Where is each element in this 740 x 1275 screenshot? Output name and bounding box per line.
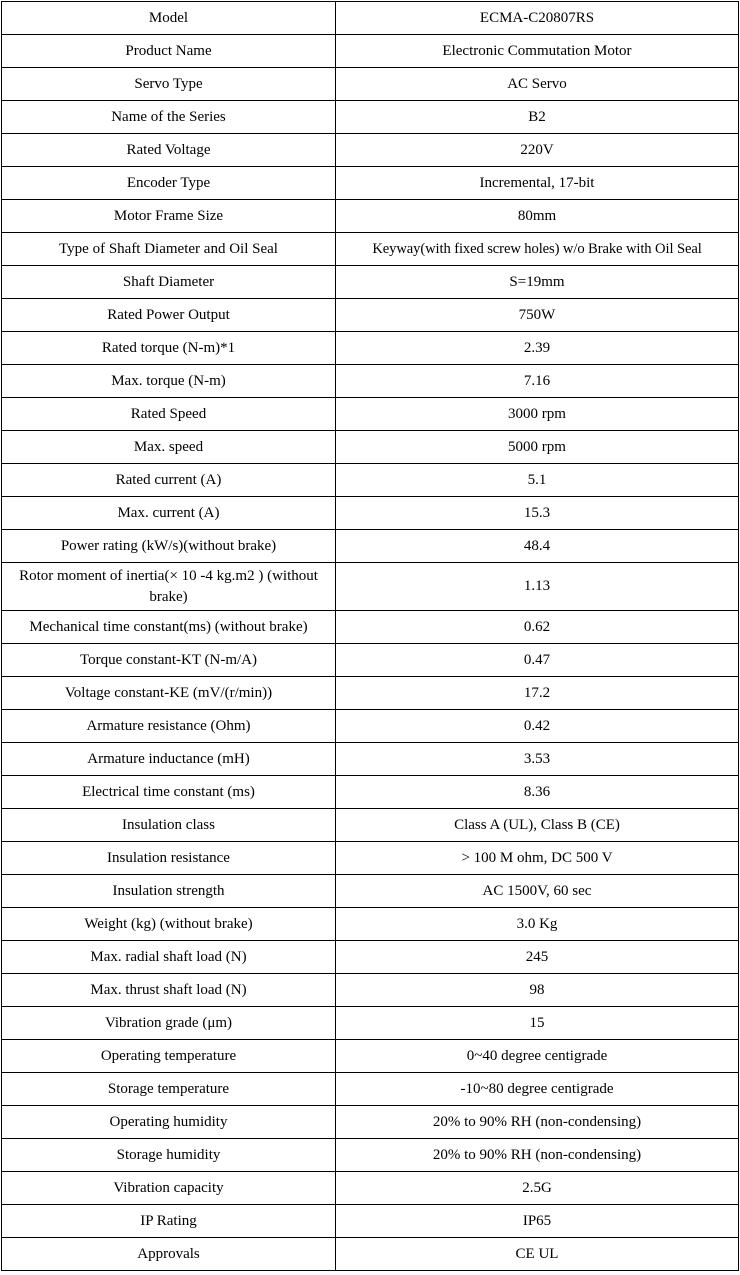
spec-value: 7.16: [336, 365, 739, 398]
spec-label: Max. torque (N-m): [2, 365, 336, 398]
spec-row: [2, 1007, 739, 1040]
spec-value: 48.4: [336, 530, 739, 563]
spec-label: Mechanical time constant(ms) (without brake): [2, 611, 336, 644]
spec-label: Motor Frame Size: [2, 200, 336, 233]
spec-label: Type of Shaft Diameter and Oil Seal: [2, 233, 336, 266]
spec-value: 3000 rpm: [336, 398, 739, 431]
spec-row: [2, 200, 739, 233]
spec-value: 3.0 Kg: [336, 908, 739, 941]
spec-row: [2, 2, 739, 35]
spec-row: [2, 743, 739, 776]
spec-value: 17.2: [336, 677, 739, 710]
spec-row: [2, 365, 739, 398]
spec-label: Max. thrust shaft load (N): [2, 974, 336, 1007]
spec-value: 0~40 degree centigrade: [336, 1040, 739, 1073]
spec-label: Rated current (A): [2, 464, 336, 497]
spec-label: Vibration capacity: [2, 1172, 336, 1205]
spec-value: 8.36: [336, 776, 739, 809]
spec-value: Incremental, 17-bit: [336, 167, 739, 200]
spec-label: Insulation class: [2, 809, 336, 842]
spec-row: [2, 134, 739, 167]
spec-label: Product Name: [2, 35, 336, 68]
spec-value: 15: [336, 1007, 739, 1040]
spec-value: AC Servo: [336, 68, 739, 101]
spec-label: Rated torque (N-m)*1: [2, 332, 336, 365]
spec-row: [2, 398, 739, 431]
spec-label: Rated Speed: [2, 398, 336, 431]
spec-label: Vibration grade (μm): [2, 1007, 336, 1040]
spec-label: Rated Power Output: [2, 299, 336, 332]
spec-label: Voltage constant-KE (mV/(r/min)): [2, 677, 336, 710]
spec-value: 20% to 90% RH (non-condensing): [336, 1106, 739, 1139]
spec-value: IP65: [336, 1205, 739, 1238]
spec-value: AC 1500V, 60 sec: [336, 875, 739, 908]
spec-label: Operating temperature: [2, 1040, 336, 1073]
spec-value: 80mm: [336, 200, 739, 233]
spec-row: [2, 35, 739, 68]
spec-label: Weight (kg) (without brake): [2, 908, 336, 941]
spec-value: 0.62: [336, 611, 739, 644]
spec-value: 98: [336, 974, 739, 1007]
spec-value: 15.3: [336, 497, 739, 530]
spec-value: Electronic Commutation Motor: [336, 35, 739, 68]
spec-label: Max. current (A): [2, 497, 336, 530]
spec-value: Class A (UL), Class B (CE): [336, 809, 739, 842]
spec-label: Operating humidity: [2, 1106, 336, 1139]
spec-value: 1.13: [336, 563, 739, 611]
spec-row: [2, 1073, 739, 1106]
spec-label: Insulation strength: [2, 875, 336, 908]
spec-row: [2, 431, 739, 464]
spec-row: [2, 233, 739, 266]
spec-row: [2, 1238, 739, 1271]
spec-row: [2, 908, 739, 941]
spec-label: Rated Voltage: [2, 134, 336, 167]
spec-row: [2, 266, 739, 299]
spec-value: ECMA-C20807RS: [336, 2, 739, 35]
spec-row: [2, 644, 739, 677]
spec-row: [2, 809, 739, 842]
spec-value: 2.5G: [336, 1172, 739, 1205]
spec-value: 5.1: [336, 464, 739, 497]
spec-value: 750W: [336, 299, 739, 332]
spec-label: Name of the Series: [2, 101, 336, 134]
spec-label: Armature resistance (Ohm): [2, 710, 336, 743]
spec-value: -10~80 degree centigrade: [336, 1073, 739, 1106]
spec-value: 0.42: [336, 710, 739, 743]
spec-label: Rotor moment of inertia(× 10 -4 kg.m2 ) (without brake): [2, 563, 336, 611]
spec-value: 20% to 90% RH (non-condensing): [336, 1139, 739, 1172]
spec-label: Max. speed: [2, 431, 336, 464]
spec-value: B2: [336, 101, 739, 134]
spec-row: [2, 875, 739, 908]
spec-row: [2, 710, 739, 743]
spec-row: [2, 1205, 739, 1238]
spec-row: [2, 677, 739, 710]
spec-value: 5000 rpm: [336, 431, 739, 464]
spec-row: [2, 842, 739, 875]
spec-value: CE UL: [336, 1238, 739, 1271]
spec-row: [2, 68, 739, 101]
spec-value: Keyway(with fixed screw holes) w/o Brake with Oil Seal: [336, 233, 739, 266]
spec-label: Torque constant-KT (N-m/A): [2, 644, 336, 677]
spec-label: Encoder Type: [2, 167, 336, 200]
spec-label: Servo Type: [2, 68, 336, 101]
spec-row: [2, 776, 739, 809]
spec-label: Armature inductance (mH): [2, 743, 336, 776]
spec-row: [2, 497, 739, 530]
spec-value: S=19mm: [336, 266, 739, 299]
spec-label: Model: [2, 2, 336, 35]
spec-row: [2, 941, 739, 974]
spec-label: Electrical time constant (ms): [2, 776, 336, 809]
spec-label: Storage humidity: [2, 1139, 336, 1172]
spec-label: Insulation resistance: [2, 842, 336, 875]
spec-row: [2, 1106, 739, 1139]
spec-label: Storage temperature: [2, 1073, 336, 1106]
spec-row: [2, 1139, 739, 1172]
spec-row: [2, 1172, 739, 1205]
spec-label: Power rating (kW/s)(without brake): [2, 530, 336, 563]
spec-row: [2, 332, 739, 365]
spec-row: [2, 611, 739, 644]
spec-label: Max. radial shaft load (N): [2, 941, 336, 974]
spec-label: Approvals: [2, 1238, 336, 1271]
spec-row: [2, 1040, 739, 1073]
spec-table: [1, 1, 739, 1271]
spec-table-body: [2, 2, 739, 1271]
spec-row: [2, 563, 739, 611]
spec-value: 2.39: [336, 332, 739, 365]
spec-value: 3.53: [336, 743, 739, 776]
spec-row: [2, 299, 739, 332]
spec-value: 220V: [336, 134, 739, 167]
spec-row: [2, 101, 739, 134]
spec-value: 0.47: [336, 644, 739, 677]
spec-row: [2, 464, 739, 497]
spec-label: IP Rating: [2, 1205, 336, 1238]
spec-row: [2, 530, 739, 563]
spec-value: 245: [336, 941, 739, 974]
spec-row: [2, 167, 739, 200]
spec-row: [2, 974, 739, 1007]
spec-label: Shaft Diameter: [2, 266, 336, 299]
spec-value: > 100 M ohm, DC 500 V: [336, 842, 739, 875]
